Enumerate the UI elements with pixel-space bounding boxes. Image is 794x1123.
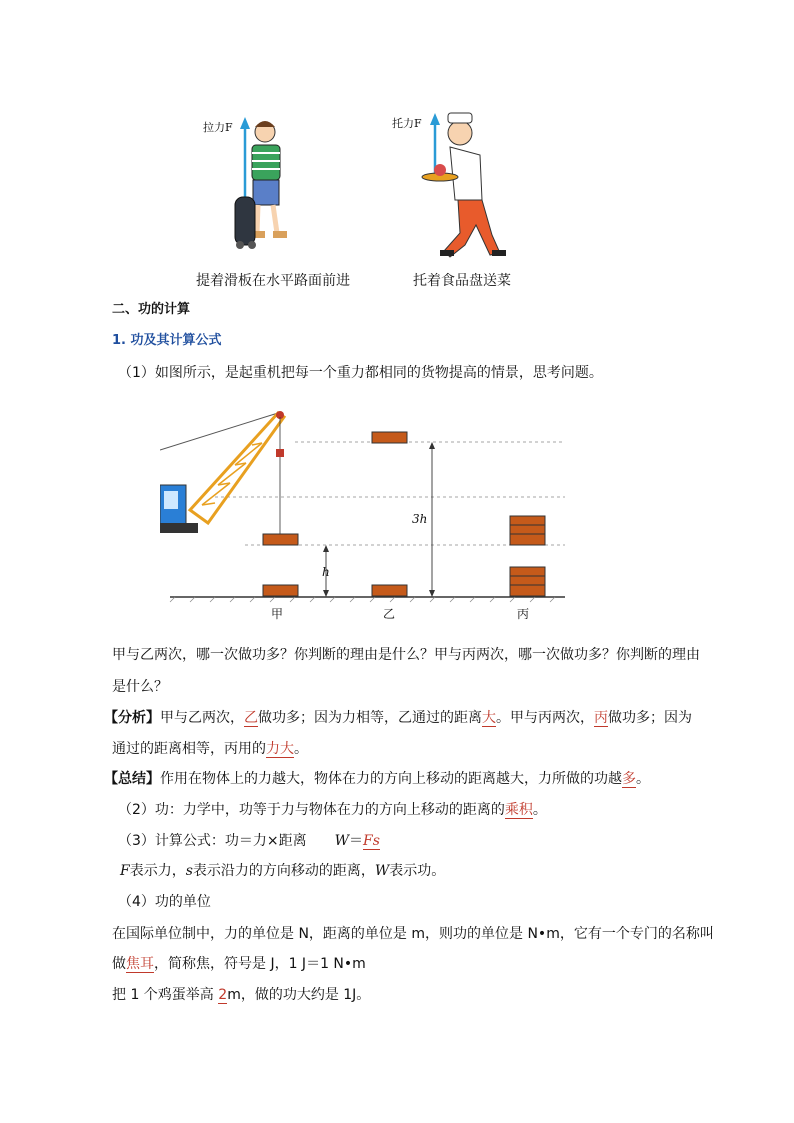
answer-da: 大	[482, 710, 496, 726]
question-line-2: 是什么？	[112, 679, 168, 695]
item-2: （2）功：力学中，功等于力与物体在力的方向上移动的距离的乘积。	[118, 802, 547, 818]
section-title: 二、功的计算	[112, 302, 191, 317]
analysis-line-2: 通过的距离相等，丙用的力大。	[112, 741, 308, 757]
left-caption: 提着滑板在水平路面前进	[196, 273, 350, 289]
item-4-title: （4）功的单位	[118, 894, 211, 910]
egg-line: 把 1 个鸡蛋举高 2m，做的功大约是 1J。	[112, 987, 371, 1003]
question-line-1: 甲与乙两次，哪一次做功多？你判断的理由是什么？甲与丙两次，哪一次做功多？你判断的理由	[112, 647, 700, 663]
question-1: （1）如图所示，是起重机把每一个重力都相同的货物提高的情景，思考问题。	[118, 365, 603, 381]
analysis-line-1: 【分析】甲与乙两次，乙做功多；因为力相等，乙通过的距离大。甲与丙两次，丙做功多；因为	[104, 710, 692, 726]
label-bing: 丙	[517, 607, 530, 621]
unit-line-2: 做焦耳，简称焦，符号是 J，1 J＝1 N•m	[112, 956, 366, 972]
support-force-label: 托力F	[392, 117, 422, 130]
answer-chengji: 乘积	[504, 802, 533, 818]
item-3: （3）计算公式：功＝力×距离 W＝Fs	[118, 833, 380, 849]
answer-jiaoer: 焦耳	[126, 956, 154, 972]
answer-2m: 2	[218, 987, 228, 1003]
answer-yi: 乙	[244, 710, 258, 726]
analysis-tag: 【分析】	[104, 710, 160, 726]
answer-fs: Fs	[363, 833, 380, 849]
figure-people	[195, 105, 525, 265]
pull-force-label: 拉力F	[203, 121, 233, 134]
label-yi: 乙	[383, 607, 396, 621]
3h-label: 3h	[412, 512, 428, 526]
answer-bing: 丙	[594, 710, 608, 726]
h-label: h	[322, 565, 330, 579]
subsection-title: 1. 功及其计算公式	[112, 333, 222, 348]
waiter-with-tray-illustration	[410, 105, 525, 265]
unit-line-1: 在国际单位制中，力的单位是 N，距离的单位是 m，则功的单位是 N•m，它有一个专门的名称叫	[112, 926, 714, 942]
summary-line: 【总结】作用在物体上的力越大，物体在力的方向上移动的距离越大，力所做的功越多。	[104, 771, 650, 787]
item-3-explain: F表示力，s表示沿力的方向移动的距离，W表示功。	[120, 863, 446, 879]
label-jia: 甲	[271, 607, 284, 621]
answer-lida: 力大	[266, 741, 294, 757]
right-caption: 托着食品盘送菜	[413, 273, 511, 289]
summary-tag: 【总结】	[104, 771, 160, 787]
answer-duo: 多	[622, 771, 636, 787]
crane-lifting-diagram	[160, 405, 570, 605]
